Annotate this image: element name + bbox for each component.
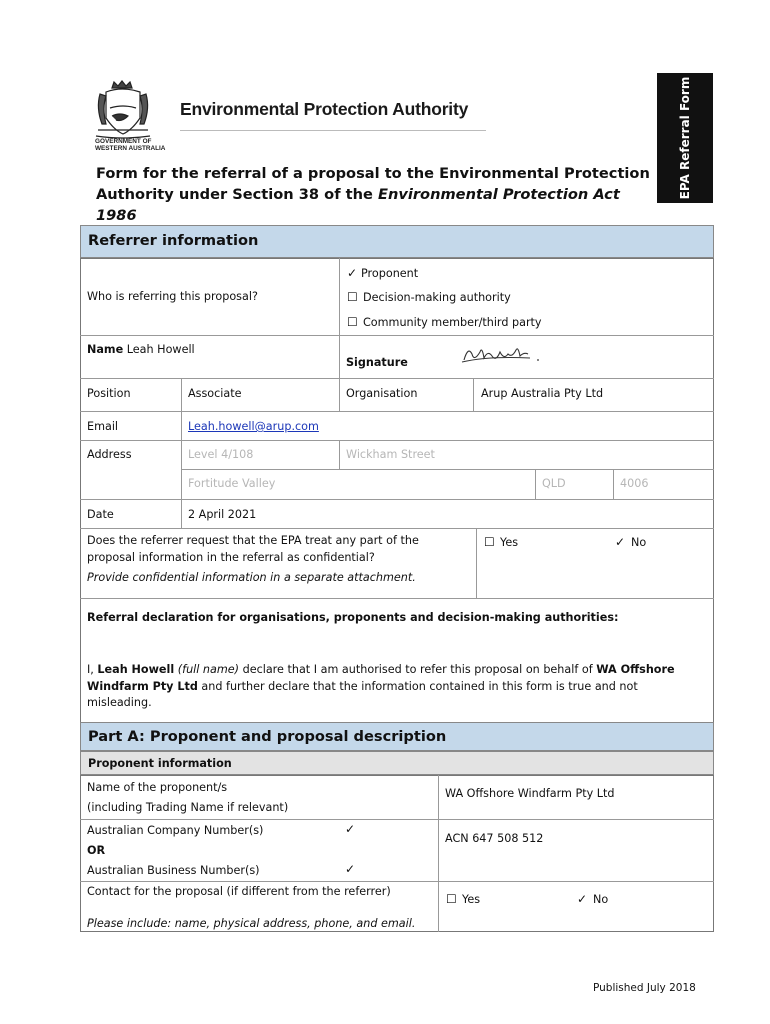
address-suburb: Fortitude Valley (188, 477, 276, 490)
name-field (87, 343, 195, 356)
checkbox-icon: ☐ (484, 535, 495, 549)
checkbox-icon: ☐ (347, 290, 358, 304)
header-divider (180, 130, 486, 131)
declaration-text: I, Leah Howell (full name) declare that I am authorised to refer this proposal on behalf of WA Offshore Windfarm Pty Ltd and further declare that the information contained in this form is true and not misleading. (87, 663, 675, 709)
check-icon: ✓ (347, 266, 358, 280)
option-label: Decision-making authority (363, 291, 511, 304)
position-label: Position (87, 387, 131, 400)
contact-label: Contact for the proposal (if different from the referrer) (87, 885, 391, 898)
declaration-heading: Referral declaration for organisations, proponents and decision-making authorities: (87, 611, 619, 624)
option-label: Yes (462, 893, 481, 906)
position-value: Associate (188, 387, 242, 400)
abn-check-icon: ✓ (345, 862, 356, 876)
checkbox-icon: ☐ (446, 892, 457, 906)
subheading-proponent-information: Proponent information (80, 751, 714, 775)
check-icon: ✓ (577, 892, 588, 906)
published-date: Published July 2018 (593, 982, 696, 994)
option-label: No (593, 893, 609, 906)
option-label: Proponent (361, 267, 419, 280)
name-value: Leah Howell (126, 343, 195, 356)
section-heading-referrer: Referrer information (80, 225, 714, 258)
contact-note: Please include: name, physical address, phone, and email. (87, 917, 416, 930)
checkbox-icon: ☐ (347, 315, 358, 329)
form-title: Form for the referral of a proposal to the Environmental Protection Authority under Section 38 of the Environmental Protection Act 1986 (96, 165, 650, 224)
or-label: OR (87, 844, 106, 857)
organisation-value: Arup Australia Pty Ltd (481, 387, 604, 400)
signature-label: Signature (346, 356, 408, 369)
option-label: Community member/third party (363, 316, 542, 329)
name-label: Name (87, 343, 124, 356)
date-value: 2 April 2021 (188, 508, 257, 521)
organisation-label: Organisation (346, 387, 418, 400)
address-unit: Level 4/108 (188, 448, 254, 461)
check-icon: ✓ (615, 535, 626, 549)
agency-name: Environmental Protection Authority (180, 99, 469, 119)
government-of-wa-text: GOVERNMENT OF WESTERN AUSTRALIA (95, 138, 166, 153)
address-postcode: 4006 (620, 477, 649, 490)
abn-label: Australian Business Number(s) (87, 864, 260, 877)
email-label: Email (87, 420, 119, 433)
proponent-name-label: Name of the proponent/s (including Trading Name if relevant) (87, 781, 289, 814)
acn-label: Australian Company Number(s) (87, 824, 264, 837)
handwritten-signature (458, 342, 542, 370)
address-street: Wickham Street (346, 448, 435, 461)
address-label: Address (87, 448, 132, 461)
option-label: No (631, 536, 647, 549)
acn-value: ACN 647 508 512 (445, 832, 544, 845)
proponent-name-value: WA Offshore Windfarm Pty Ltd (445, 787, 615, 800)
option-label: Yes (500, 536, 519, 549)
date-label: Date (87, 508, 114, 521)
side-tab-label: EPA Referral Form (678, 76, 692, 200)
acn-check-icon: ✓ (345, 822, 356, 836)
section-heading-part-a: Part A: Proponent and proposal description (80, 722, 714, 751)
address-state: QLD (542, 477, 566, 490)
confidential-question: Does the referrer request that the EPA treat any part of the proposal information in the referral as confidential? Provide confidential information in a separate attachment. (87, 534, 419, 584)
who-referring-label: Who is referring this proposal? (87, 290, 258, 303)
email-link[interactable]: Leah.howell@arup.com (188, 420, 319, 433)
side-tab (657, 73, 713, 203)
wa-government-crest-logo (92, 78, 174, 140)
